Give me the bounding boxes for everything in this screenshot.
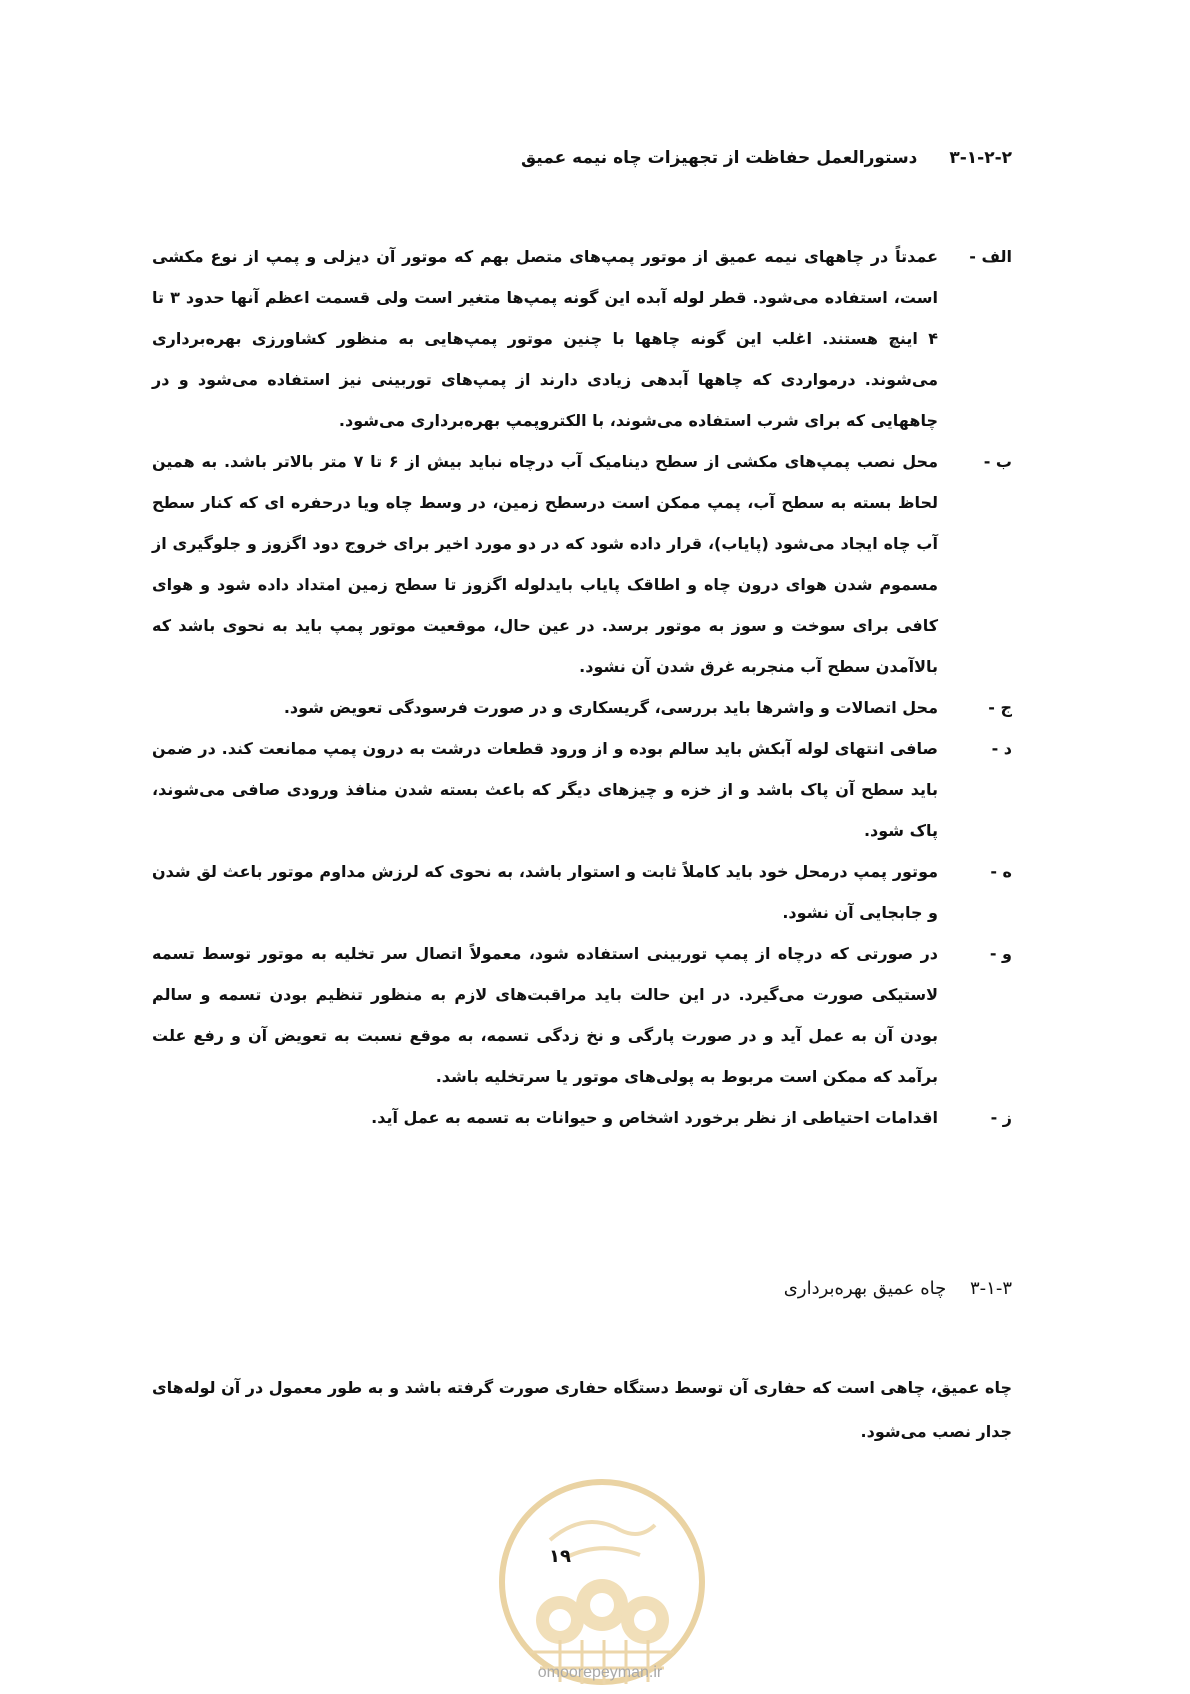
item-text: محل اتصالات و واشرها باید بررسی، گریسکاری و در صورت فرسودگی تعویض شود.: [283, 698, 938, 717]
list-item: [152, 441, 1012, 687]
item-label: ه -: [990, 862, 1012, 881]
section-title: دستورالعمل حفاظت از تجهیزات چاه نیمه عمیق: [520, 148, 918, 168]
item-text: محل نصب پمپ‌های مکشی از سطح دینامیک آب درچاه نباید بیش از ۶ تا ۷ متر بالاتر باشد. به همین لحاظ بسته به سطح آب، پمپ ممکن است درسطح زمین، در وسط چاه ویا درحفره ای که کنار سطح آب چاه ایجاد می‌شود (پایاب)، قرار داده شود که در دو مورد اخیر برای خروج دود اگزوز و جلوگیری از مسموم شدن هوای درون چاه و اطاقک پایاب بایدلوله اگزوز تا سطح زمین امتداد داده شود و هوای کافی برای سوخت و سوز به موتور برسد. در عین حال، موقعیت موتور پمپ باید به نحوی باشد که بالاآمدن سطح آب منجربه غرق شدن آن نشود.: [152, 452, 938, 676]
page-number: ۱۹: [549, 1546, 571, 1567]
subsection-heading: [512, 1278, 1012, 1299]
item-text: صافی انتهای لوله آبکش باید سالم بوده و از ورود قطعات درشت به درون پمپ ممانعت کند. در ضمن باید سطح آن پاک باشد و از خزه و چیزهای دیگر که باعث بسته شدن منافذ ورودی صافی می‌شوند، پاک شود.: [152, 739, 938, 840]
item-label: ب -: [983, 452, 1012, 471]
list-item: [152, 687, 1012, 728]
subsection-title: چاه عمیق بهره‌برداری: [783, 1278, 947, 1299]
list-item: [152, 728, 1012, 851]
instruction-list: [152, 236, 1012, 1138]
item-label: ز -: [990, 1108, 1012, 1127]
subsection-number: ۳-۱-۳: [970, 1278, 1012, 1299]
list-item: [152, 236, 1012, 441]
watermark-logo-icon: [490, 1470, 714, 1694]
item-label: و -: [989, 944, 1012, 963]
item-text: در صورتی که درچاه از پمپ توربینی استفاده شود، معمولاً اتصال سر تخلیه به موتور توسط تسمه لاستیکی صورت می‌گیرد. در این حالت باید مراقبت‌های لازم به منظور تنظیم بودن تسمه و سالم بودن آن به عمل آید و در صورت پارگی و نخ زدگی تسمه، به موقع نسبت به تعویض آن و رفع علت برآمد که ممکن است مربوط به پولی‌های موتور یا سرتخلیه باشد.: [152, 944, 938, 1086]
item-text: اقدامات احتیاطی از نظر برخورد اشخاص و حیوانات به تسمه به عمل آید.: [371, 1108, 938, 1127]
body-paragraph: چاه عمیق، چاهی است که حفاری آن توسط دستگاه حفاری صورت گرفته باشد و به طور معمول در آن لوله‌های جدار نصب می‌شود.: [152, 1378, 1012, 1441]
list-item: [152, 851, 1012, 933]
item-text: عمدتاً در چاههای نیمه عمیق از موتور پمپ‌های متصل بهم که موتور آن دیزلی و پمپ از نوع مکشی است، استفاده می‌شود. قطر لوله آبده این گونه پمپ‌ها متغیر است ولی قسمت اعظم آنها حدود ۳ تا ۴ اینچ هستند. اغلب این گونه چاهها با چنین موتور پمپ‌هایی به منظور کشاورزی بهره‌برداری می‌شوند. درمواردی که چاهها آبدهی زیادی دارند از پمپ‌های توربینی نیز استفاده می‌شود و در چاههایی که برای شرب استفاده می‌شوند، با الکتروپمپ بهره‌برداری می‌شود.: [152, 247, 938, 430]
item-text: موتور پمپ درمحل خود باید کاملاً ثابت و استوار باشد، به نحوی که لرزش مداوم موتور باعث لق شدن و جابجایی آن نشود.: [152, 862, 938, 922]
watermark-url: omoorepeyman.ir: [537, 1664, 663, 1681]
list-item: [152, 933, 1012, 1097]
item-label: الف -: [969, 247, 1012, 266]
section-number: ۳-۱-۲-۲: [949, 148, 1012, 168]
section-heading: [412, 148, 1012, 168]
item-label: د -: [991, 739, 1012, 758]
list-item: [152, 1097, 1012, 1138]
item-label: ج -: [988, 698, 1012, 717]
